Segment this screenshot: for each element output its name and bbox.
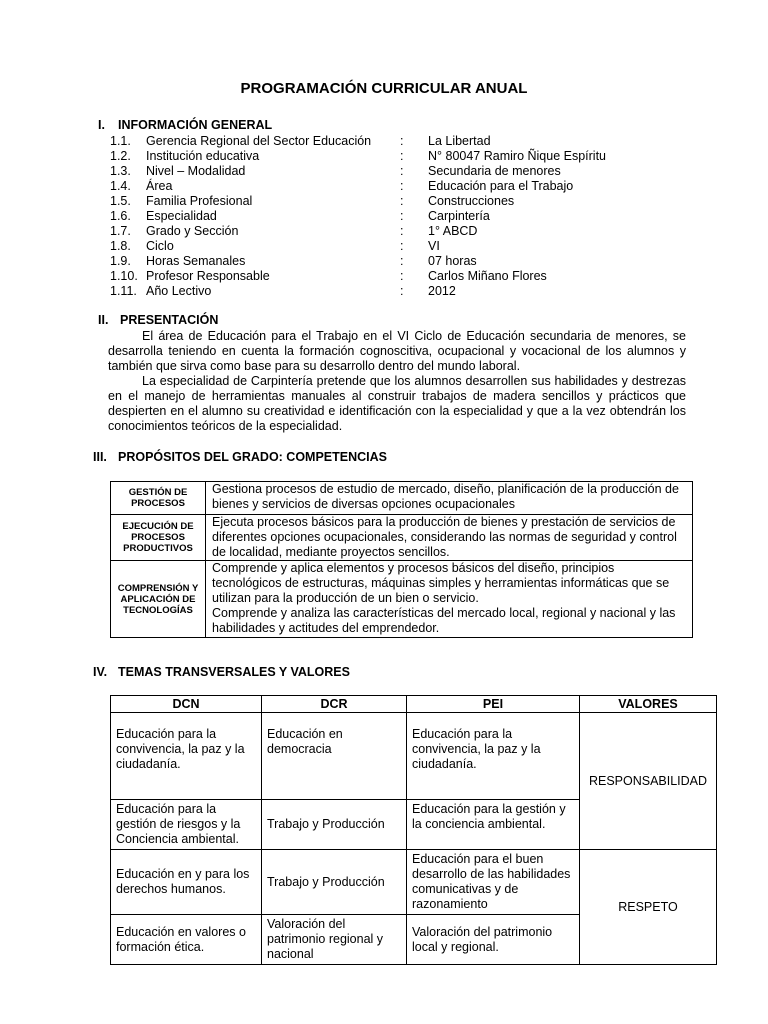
pei-cell: Educación para el buen desarrollo de las habilidades comunicativas y de razonamiento [407,850,580,915]
column-header-dcn: DCN [111,696,262,713]
competency-label: EJECUCIÓN DE PROCESOS PRODUCTIVOS [111,515,206,561]
info-row [110,209,670,224]
section-title: TEMAS TRANSVERSALES Y VALORES [118,665,350,679]
column-header-dcr: DCR [262,696,407,713]
section-title: PRESENTACIÓN [120,313,219,327]
page-title: PROGRAMACIÓN CURRICULAR ANUAL [240,80,528,97]
dcr-cell: Trabajo y Producción [262,800,407,850]
general-info-list [110,134,670,299]
info-value: Construcciones [428,194,515,208]
info-label: Ciclo [146,239,174,253]
info-row [110,194,670,209]
info-number: 1.10. [110,269,138,283]
info-value: N° 80047 Ramiro Ñique Espíritu [428,149,606,163]
competency-text: Comprende y analiza las características del mercado local, regional y nacional y las habilidades y actitudes del emprendedor. [212,606,676,635]
dcn-cell: Educación en y para los derechos humanos. [111,850,262,915]
info-value: 07 horas [428,254,477,268]
info-colon: : [400,209,404,223]
section-title: INFORMACIÓN GENERAL [118,118,273,132]
info-value: Carpintería [428,209,490,223]
info-colon: : [400,239,404,253]
dcr-cell: Trabajo y Producción [262,850,407,915]
section-heading-1 [98,118,272,132]
competency-text: Ejecuta procesos básicos para la producción de bienes y prestación de servicios de diferentes opciones ocupacionales, considerando las normas de seguridad y control de localidad, mediante proyectos sencillos. [206,515,693,561]
info-label: Área [146,179,173,193]
value-cell-responsabilidad: RESPONSABILIDAD [580,713,717,850]
dcn-cell: Educación para la gestión de riesgos y la Conciencia ambiental. [111,800,262,850]
presentation-paragraph: El área de Educación para el Trabajo en el VI Ciclo de Educación secundaria de menores, se desarrolla teniendo en cuenta la formación cognoscitiva, ocupacional y vocacional de los alumnos y también que sirva como base para su desarrollo dentro del mundo laboral. [108,329,686,373]
info-colon: : [400,179,404,193]
competencies-table [110,481,693,638]
info-row [110,269,670,284]
section-number: III. [93,450,107,464]
info-colon: : [400,224,404,238]
info-colon: : [400,269,404,283]
table-row [111,850,717,915]
info-label: Grado y Sección [146,224,239,238]
info-label: Gerencia Regional del Sector Educación [146,134,372,148]
info-row [110,224,670,239]
competency-text: Comprende y aplica elementos y procesos básicos del diseño, principios tecnológicos de estructuras, máquinas simples y herramientas informáticas que se utilizan para la producción de un bien o servicio. [212,561,670,605]
info-label: Año Lectivo [146,284,212,298]
info-label: Familia Profesional [146,194,253,208]
info-label: Especialidad [146,209,217,223]
value-cell-respeto: RESPETO [580,850,717,965]
info-number: 1.4. [110,179,131,193]
info-value: Carlos Miñano Flores [428,269,547,283]
section-heading-2 [98,313,218,327]
info-value: Secundaria de menores [428,164,561,178]
table-row [111,482,693,515]
info-number: 1.7. [110,224,131,238]
column-header-valores: VALORES [580,696,717,713]
info-label: Horas Semanales [146,254,246,268]
info-number: 1.2. [110,149,131,163]
table-row [111,713,717,800]
info-colon: : [400,164,404,178]
section-heading-3 [93,450,387,464]
info-number: 1.3. [110,164,131,178]
info-label: Nivel – Modalidad [146,164,246,178]
presentation-text [108,329,686,434]
info-number: 1.1. [110,134,131,148]
info-colon: : [400,149,404,163]
info-row [110,239,670,254]
table-row [111,515,693,561]
competency-text: Gestiona procesos de estudio de mercado, diseño, planificación de la producción de bienes y servicios de diversas opciones ocupacionales [206,482,693,515]
info-colon: : [400,284,404,298]
pei-cell: Educación para la convivencia, la paz y la ciudadanía. [407,713,580,800]
info-row [110,284,670,299]
info-value: Educación para el Trabajo [428,179,574,193]
info-number: 1.8. [110,239,131,253]
dcr-cell: Educación en democracia [262,713,407,800]
dcr-cell: Valoración del patrimonio regional y nacional [262,915,407,965]
section-number: I. [98,118,105,132]
dcn-cell: Educación en valores o formación ética. [111,915,262,965]
info-row [110,254,670,269]
section-number: II. [98,313,109,327]
info-row [110,134,670,149]
info-row [110,149,670,164]
table-header-row [111,696,717,713]
info-colon: : [400,254,404,268]
info-colon: : [400,194,404,208]
section-heading-4 [93,665,350,679]
info-row [110,164,670,179]
section-number: IV. [93,665,108,679]
competency-label: COMPRENSIÓN Y APLICACIÓN DE TECNOLOGÍAS [111,561,206,638]
dcn-cell: Educación para la convivencia, la paz y la ciudadanía. [111,713,262,800]
competency-cell [206,561,693,638]
info-value: 1° ABCD [428,224,478,238]
info-row [110,179,670,194]
info-number: 1.9. [110,254,131,268]
values-table [110,695,717,965]
pei-cell: Educación para la gestión y la conciencia ambiental. [407,800,580,850]
competency-label: GESTIÓN DE PROCESOS [111,482,206,515]
info-value: La Libertad [428,134,491,148]
info-value: VI [428,239,440,253]
presentation-paragraph: La especialidad de Carpintería pretende que los alumnos desarrollen sus habilidades y destrezas en el manejo de herramientas manuales al construir trabajos de madera sencillos y prácticos que despierten en el alumno su creatividad e identificación con la especialidad y que a la vez obtendrán los conocimientos teóricos de la especialidad. [108,374,686,433]
pei-cell: Valoración del patrimonio local y regional. [407,915,580,965]
info-number: 1.11. [110,284,137,298]
info-colon: : [400,134,404,148]
info-value: 2012 [428,284,456,298]
info-number: 1.6. [110,209,131,223]
column-header-pei: PEI [407,696,580,713]
section-title: PROPÓSITOS DEL GRADO: COMPETENCIAS [118,450,388,464]
table-row [111,561,693,638]
info-label: Institución educativa [146,149,260,163]
info-number: 1.5. [110,194,131,208]
info-label: Profesor Responsable [146,269,270,283]
